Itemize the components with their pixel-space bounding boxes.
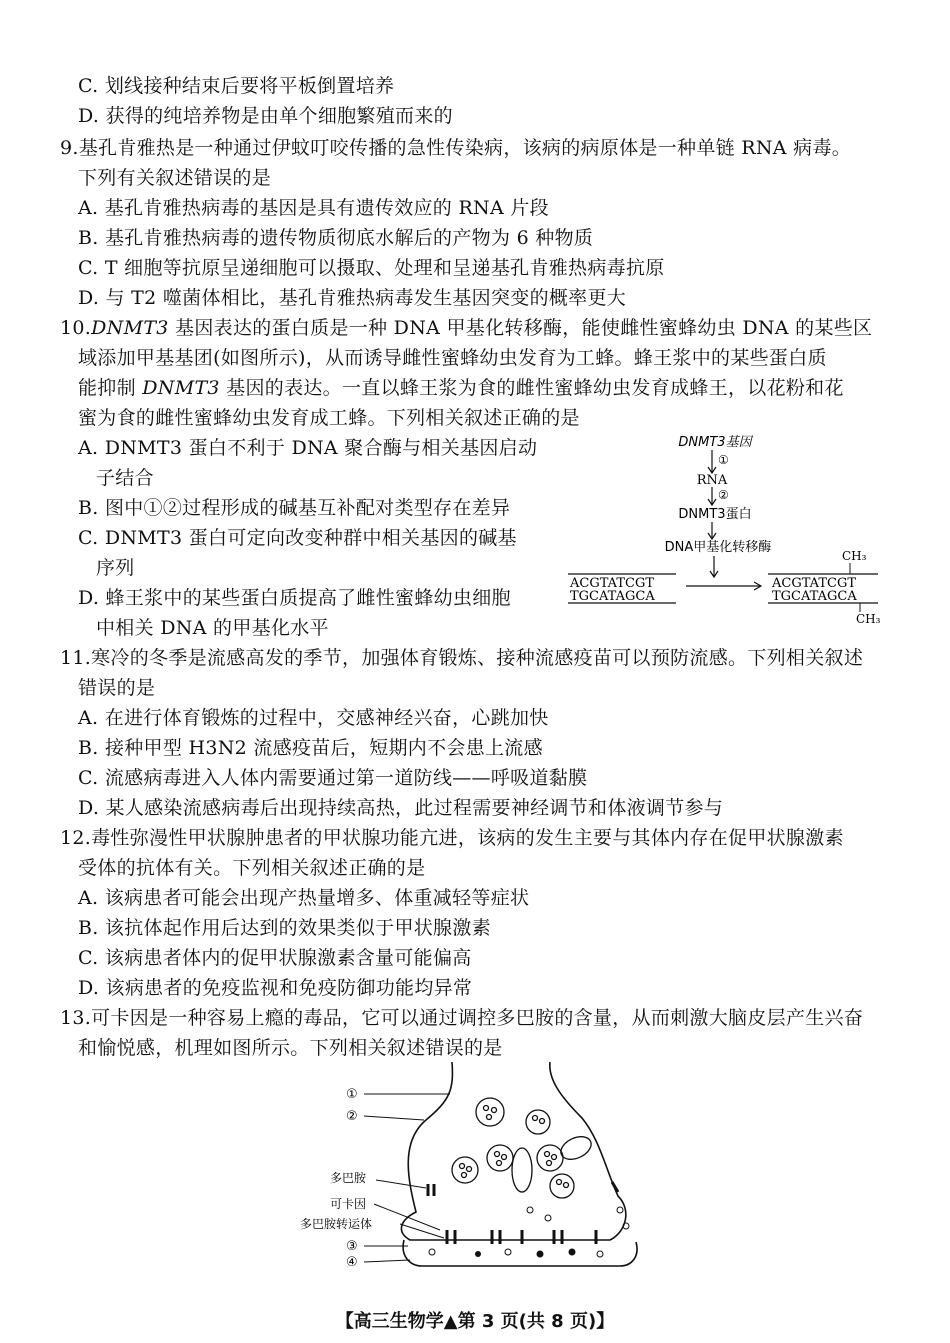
q8-option-c: C. 划线接种结束后要将平板倒置培养: [78, 75, 395, 97]
mitochondrion-1: [512, 1148, 532, 1192]
q11-option-a: A. 在进行体育锻炼的过程中，交感神经兴奋，心跳加快: [78, 707, 549, 729]
q12-option-c: C. 该病患者体内的促甲状腺激素含量可能偏高: [78, 947, 472, 969]
q9-stem-text: 基孔肯雅热是一种通过伊蚊叮咬传播的急性传染病，该病的病原体是一种单链 RNA 病毒。: [78, 137, 852, 159]
q10-option-c-cont: 序列: [96, 557, 135, 579]
fig-rna-label: RNA: [696, 473, 728, 488]
label-cocaine: 可卡因: [330, 1197, 367, 1211]
fig-step-2: ②: [718, 488, 729, 502]
q9-option-c: C. T 细胞等抗原呈递细胞可以摄取、处理和呈递基孔肯雅热病毒抗原: [78, 257, 665, 279]
q9-option-a: A. 基孔肯雅热病毒的基因是具有遗传效应的 RNA 片段: [78, 197, 549, 219]
fig-enzyme-label: DNA甲基化转移酶: [664, 540, 772, 555]
q13-synapse-figure: [300, 1060, 660, 1282]
fig-right-strand-top: ACGTATCGT: [772, 576, 857, 591]
label-transporter: 多巴胺转运体: [300, 1217, 373, 1231]
label-2: ②: [346, 1109, 358, 1124]
label-3: ③: [346, 1239, 358, 1254]
q11-option-b: B. 接种甲型 H3N2 流感疫苗后，短期内不会患上流感: [78, 737, 543, 759]
q12-option-d: D. 该病患者的免疫监视和免疫防御功能均异常: [78, 977, 473, 999]
label-1: ①: [346, 1087, 358, 1102]
q10-stem-line1: [60, 314, 872, 342]
q10-stem-line3: 能抑制 DNMT3 基因的表达。一直以蜂王浆为食的雌性蜜蜂幼虫发育成蜂王，以花粉和花: [78, 377, 844, 399]
q11-option-d: D. 某人感染流感病毒后出现持续高热，此过程需要神经调节和体液调节参与: [78, 797, 724, 819]
q12-stem-line1: 12.毒性弥漫性甲状腺肿患者的甲状腺功能亢进，该病的发生主要与其体内存在促甲状腺激素: [60, 827, 844, 849]
q10-methylation-figure: [560, 432, 890, 632]
q9-option-b: B. 基孔肯雅热病毒的遗传物质彻底水解后的产物为 6 种物质: [78, 227, 594, 249]
q10-stem-text: 基因表达的蛋白质是一种 DNA 甲基化转移酶，能使雌性蜜蜂幼虫 DNA 的某些区: [168, 317, 873, 339]
fig-left-strand-top: ACGTATCGT: [570, 576, 655, 591]
vesicles: [452, 1098, 574, 1198]
q12-option-a: A. 该病患者可能会出现产热量增多、体重减轻等症状: [78, 887, 530, 909]
q11-option-c: C. 流感病毒进入人体内需要通过第一道防线——呼吸道黏膜: [78, 767, 588, 789]
q10-option-a-cont: 子结合: [96, 467, 154, 489]
q10-number: 10.: [60, 317, 92, 339]
label-4: ④: [346, 1255, 358, 1270]
q10-gene-name-2: DNMT3: [142, 377, 220, 399]
label-dopamine: 多巴胺: [330, 1171, 367, 1185]
q10-option-d-cont: 中相关 DNA 的甲基化水平: [96, 617, 329, 639]
q13-number: 13.: [60, 1007, 92, 1029]
q9-option-d: D. 与 T2 噬菌体相比，基孔肯雅热病毒发生基因突变的概率更大: [78, 287, 627, 309]
q12-number: 12.: [60, 827, 92, 849]
q13-stem-line1: 13.可卡因是一种容易上瘾的毒品，它可以通过调控多巴胺的含量，从而刺激大脑皮层产生兴奋: [60, 1007, 864, 1029]
q10-stem-line4: 蜜为食的雌性蜜蜂幼虫发育成工蜂。下列相关叙述正确的是: [78, 407, 580, 429]
q13-stem-line2: 和愉悦感，机理如图所示。下列相关叙述错误的是: [78, 1037, 503, 1059]
q9-number: 9.: [60, 137, 79, 159]
q10-option-d: D. 蜂王浆中的某些蛋白质提高了雌性蜜蜂幼虫细胞: [78, 587, 511, 609]
fig-gene-label: DNMT3基因: [678, 435, 752, 450]
q11-number: 11.: [60, 647, 92, 669]
q10-stem-line2: 域添加甲基基团(如图所示)，从而诱导雌性蜜蜂幼虫发育为工蜂。蜂王浆中的某些蛋白质: [78, 347, 827, 369]
q8-option-d: D. 获得的纯培养物是由单个细胞繁殖而来的: [78, 105, 453, 127]
fig-left-strand-bottom: TGCATAGCA: [570, 589, 655, 604]
q9-stem-line2: 下列有关叙述错误的是: [78, 167, 272, 189]
q12-stem-line2: 受体的抗体有关。下列相关叙述正确的是: [78, 857, 426, 879]
fig-methyl-top: CH₃: [842, 549, 867, 563]
neurotransmitter-dots: [429, 1207, 629, 1258]
q11-stem-line2: 错误的是: [78, 677, 156, 699]
fig-right-strand-bottom: TGCATAGCA: [772, 589, 857, 604]
fig-protein-label: DNMT3蛋白: [678, 507, 752, 522]
q10-option-b: B. 图中①②过程形成的碱基互补配对类型存在差异: [78, 497, 511, 519]
presynaptic-membrane: [401, 1062, 625, 1240]
q11-stem-line1: 11.寒冷的冬季是流感高发的季节，加强体育锻炼、接种流感疫苗可以预防流感。下列相关叙述: [60, 647, 864, 669]
q10-gene-name: DNMT3: [91, 317, 169, 339]
q10-option-a: A. DNMT3 蛋白不利于 DNA 聚合酶与相关基因启动: [78, 437, 538, 459]
fig-methyl-bottom: CH₃: [856, 612, 881, 626]
q9-stem-line1: [60, 134, 851, 162]
q10-option-c: C. DNMT3 蛋白可定向改变种群中相关基因的碱基: [78, 527, 517, 549]
page-footer: 【高三生物学▲第 3 页(共 8 页)】: [335, 1311, 615, 1332]
leader-lines: [364, 1094, 450, 1262]
fig-step-1: ①: [718, 453, 729, 467]
postsynaptic-membrane: [403, 1240, 637, 1266]
q12-option-b: B. 该抗体起作用后达到的效果类似于甲状腺激素: [78, 917, 491, 939]
